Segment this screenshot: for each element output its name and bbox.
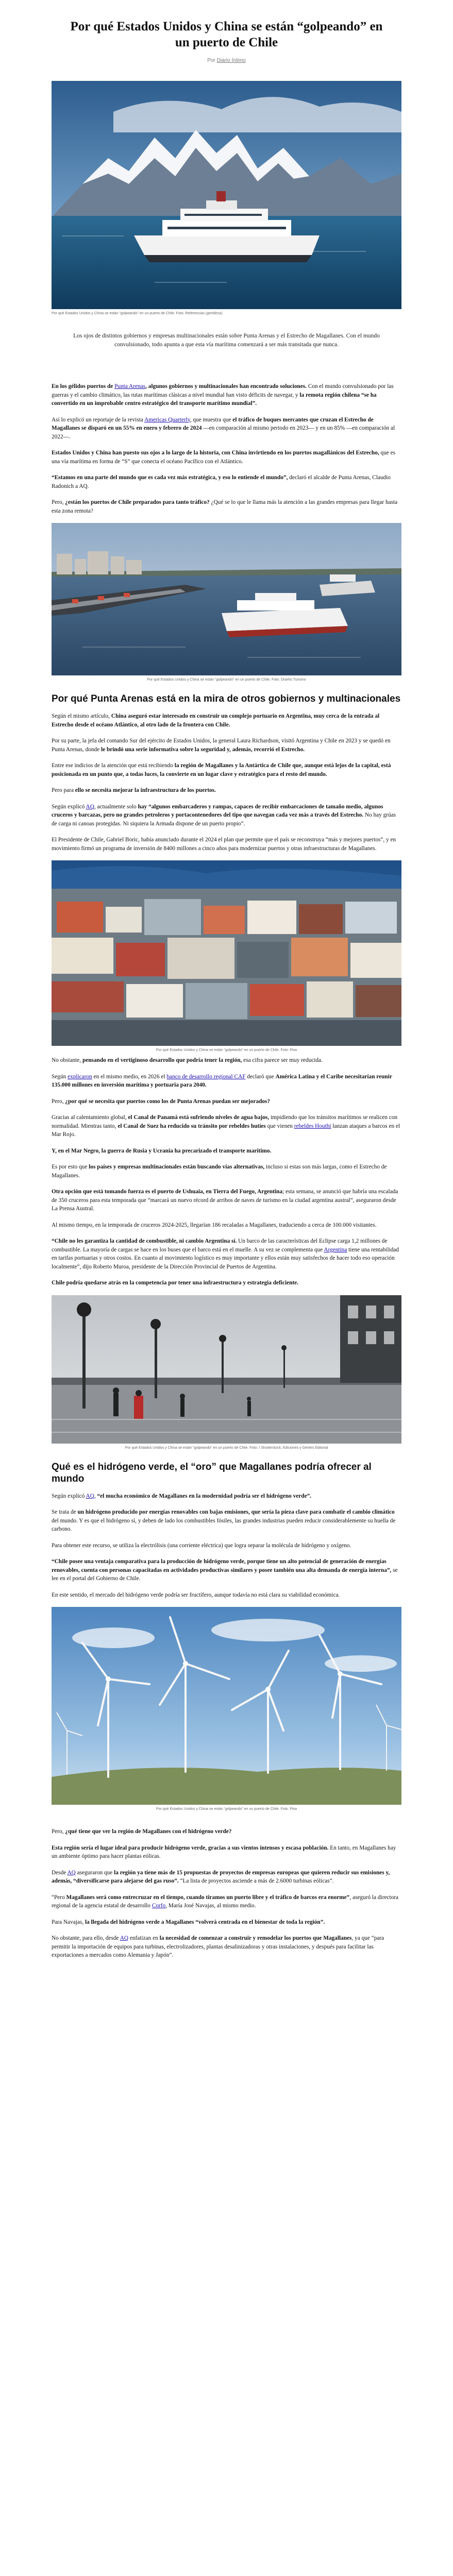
paragraph: Según explicó AQ, actualmente solo hay “algunos embarcaderos y rampas, capaces de recibir embarcaciones de tamaño medio, algunos cruceros y barcazas, pero no grandes petroleros y portacontenedores del tipo que navegan cada vez más a través del Estrecho. No hay grúas de carga ni canoas protegidas. Ni siquiera la Armada dispone de un puerto propio”. (52, 803, 396, 827)
paragraph: Pero, ¿están los puertos de Chile preparados para tanto tráfico? ¿Qué se lo que le llama más la atención a las grandes empresas para llegar hasta esta zona remota? (52, 499, 398, 514)
link-americas-quarterly[interactable]: Americas Quarterly (144, 416, 190, 423)
paragraph: Para obtener este recurso, se utiliza la electrólisis (una corriente eléctrica) que logra separar la molécula de hidrógeno y oxígeno. (52, 1542, 351, 1549)
figure-city (52, 860, 401, 1053)
paragraph: “Estamos en una parte del mundo que es cada vez más estratégica, y eso lo entiende el mundo”, declaró el alcalde de Punta Arenas, Claudio Radonich a AQ. (52, 474, 391, 489)
paragraph: Otra opción que está tomando fuerza es el puerto de Ushuaia, en Tierra del Fuego, Argentina; esta semana, se anunció que habría una escalada de 350 cruceros para esta temporada que “marcará un nuevo récord de arribos de naves de turismo en la ciudad argentina austral”, aseguraron desde La Prensa Austral. (52, 1189, 398, 1212)
figure-cruise-ship (52, 81, 401, 316)
paragraph: Esta región sería el lugar ideal para producir hidrógeno verde, gracias a sus vientos intensos y escasa población. En tanto, en Magallanes hay un ambiente óptimo para hacer plantas eólicas. (52, 1844, 396, 1859)
paragraph: Gracias al calentamiento global, el Canal de Panamá está sufriendo niveles de agua bajos, impidiendo que los tránsitos marítimos se realicen con normalidad. Mientras tanto, el Canal de Suez ha reducido su tránsito por rebeldes hutíes que vienen rebeldes Houthi lanzan ataques a barcos en el Mar Rojo. (52, 1114, 400, 1138)
article-lede: Los ojos de distintos gobiernos y empresas multinacionales están sobre Punta Arenas y el Estrecho de Magallanes. Con el mundo convulsionado, todo apunta a que esta vía marítima comenzará a ser más transitada que nunca. (73, 333, 380, 348)
paragraph: No obstante, pensando en el vertiginoso desarrollo que podría tener la región, esa cifra parece ser muy reducida. (52, 1057, 323, 1063)
paragraph: Desde AQ aseguraron que la región ya tiene más de 15 propuestas de proyectos de empresas europeas que quieren reducir sus emisiones y, además, “diversificarse para alejarse del gas ruso”. “La lista de proyectos asciende a más de 2.6000 turbinas eólicas”. (52, 1869, 390, 1884)
section-heading: Por qué Punta Arenas está en la mira de otros gobiernos y multinacionales (52, 693, 401, 704)
photo-punta-arenas-city (52, 860, 401, 1046)
link-caf[interactable]: banco de desarrollo regional CAF (166, 1073, 246, 1080)
paragraph: Estados Unidos y China han puesto sus ojos a lo largo de la historia, con China invirtiendo en los puertos magallánicos del Estrecho, que es una vía marítima en forma de “S” que conecta el océano Pacífico con el Atlántico. (52, 450, 396, 465)
paragraph: El Presidente de Chile, Gabriel Boric, había anunciado durante el 2024 el plan que permite que el país se reconstruya “más y mejores puertos”, y en movimiento firmó un programa de inversión de 8400 millones a cinco años para modernizar puertos y otras infraestructuras de Magallanes. (52, 837, 396, 852)
paragraph: Y, en el Mar Negro, la guerra de Rusia y Ucrania ha precarizado el transporte marítimo. (52, 1147, 272, 1154)
figure-harbour (52, 523, 401, 683)
paragraph: “Pero Magallanes será como entrecruzar en el tiempo, cuando tiramos un puerto libre y el tráfico de barcos era enorme”, aseguró la directora regional de la agencia estatal de desarrollo Corfo, María José Navajas, al mismo medio. (52, 1894, 399, 1909)
paragraph: Entre ese indicios de la atención que está recibiendo la región de Magallanes y la Antártica de Chile que, aunque está lejos de la capital, está posicionada en un punto que, a todas luces, la convierte en un lugar clave y estratégico para el resto del mundo. (52, 762, 391, 777)
byline-author[interactable]: Diario Íntimo (216, 58, 246, 63)
paragraph: “Chile no les garantiza la cantidad de combustible, ni cambio Argentina sí. Un barco de las características del Eclipse carga 1,2 millones de combustible. La mayoría de cargas se hace en los buses que el barco está en el muelle. A su vez se complementa que Argentina tiene una rentabilidad en tarifas portuarias y otros costos. En cuanto al movimiento logístico es muy importante y ellos están muy satisfechos de hacer todo eso operación localmente”, dijo Roberto Muroa, presidente de la Dirección Provincial de Puertos de Argentina. (52, 1238, 399, 1270)
paragraph: En los gélidos puertos de Punta Arenas, algunos gobiernos y multinacionales han encontrado soluciones. Con el mundo convulsionado por las guerras y el cambio climático, las rutas marítimas clásicas a nivel mundial han visto déficits de navegar, y la remota región chilena “se ha convertido en un improbable centro estratégico del transporte marítimo mundial”. (52, 383, 394, 406)
paragraph: Según explicaron en el mismo medio, en 2026 el banco de desarrollo regional CAF declaró que América Latina y el Caribe necesitarían reunir 135.000 millones en inversión marítima y portuaria para 2040. (52, 1073, 392, 1088)
link-argentina[interactable]: Argentina (324, 1246, 347, 1253)
link-aq[interactable]: AQ (86, 803, 94, 810)
paragraph: Para Navajas, la llegada del hidrógeno verde a Magallanes “volverá centrada en el bienestar de toda la región”. (52, 1919, 325, 1925)
figure-caption: Por qué Estados Unidos y China se están “golpeando” en un puerto de Chile. Foto: Pixa (156, 1048, 297, 1052)
link-explicaron[interactable]: explicaron (68, 1073, 92, 1080)
photo-wind-turbines (52, 1607, 401, 1805)
link-corfo[interactable]: Corfo (152, 1903, 166, 1909)
paragraph: Por su parte, la jefa del comando Sur del ejército de Estados Unidos, la general Laura Richardson, visitó Argentina y Chile en 2023 y se quedó en Punta Arenas, donde le brindó una serie informativa sobre la seguridad y, además, recorrió el Estrecho. (52, 738, 391, 753)
paragraph: Al mismo tiempo, en la temporada de cruceros 2024-2025, llegarían 186 recaladas a Magallanes, traduciendo a cerca de 100.000 visitantes. (52, 1222, 377, 1228)
paragraph: Se trata de un hidrógeno producido por energías renovables con bajas emisiones, que sería la pieza clave para combatir el cambio climático del mundo. Y es que el hidrógeno sí, y deben de lado los combustibles fósiles, las grandes industrias pueden reducir considerablemente su huella de carbono. (52, 1509, 396, 1532)
link-houthi[interactable]: rebeldes Houthi (294, 1123, 331, 1129)
figure-caption: Por qué Estados Unidos y China se están “golpeando” en un puerto de Chile. Foto: Diseño Turismo (147, 678, 306, 682)
figure-street (52, 1295, 401, 1451)
article-byline (52, 58, 401, 63)
figure-wind-turbines (52, 1607, 401, 1812)
paragraph: Según el mismo artículo, China aseguró estar interesado en construir un complejo portuario en Argentina, muy cerca de la entrada al Estrecho desde el océano Atlántico, al otro lado de la frontera con Chile. (52, 713, 380, 728)
paragraph: En este sentido, el mercado del hidrógeno verde podría ser fructífero, aunque todavía no está clara su viabilidad económica. (52, 1591, 340, 1598)
photo-cruise-ship-mountains (52, 81, 401, 309)
paragraph: Así lo explicó un reportaje de la revista Americas Quarterly, que muestra que el tráfico de buques mercantes que cruzan el Estrecho de Magallanes se disparó en un 55% en enero y febrero de 2024 —en comparación al mismo periodo en 2023— y en un 85% —en comparación al 2022—. (52, 416, 395, 440)
figure-caption: Por qué Estados Unidos y China se están “golpeando” en un puerto de Chile. Foto: Pixa (156, 1807, 297, 1811)
link-punta-arenas[interactable]: Punta Arenas (114, 383, 146, 389)
paragraph: Pero para ello se necesita mejorar la infraestructura de los puertos. (52, 787, 216, 793)
paragraph: Según explicó AQ, “el mucha económico de Magallanes en la modernidad podría ser el hidrógeno verde”. (52, 1493, 312, 1499)
paragraph: Pero, ¿por qué se necesita que puertos como los de Punta Arenas puedan ser mejorados? (52, 1098, 270, 1105)
link-aq[interactable]: AQ (67, 1869, 76, 1876)
photo-punta-arenas-harbour (52, 523, 401, 675)
paragraph: “Chile posee una ventaja comparativa para la producción de hidrógeno verde, porque tiene un alto potencial de generación de energías renovables, cuenta con personas capacitadas en actividades productivas similares y posee también una alta demanda de energía interna”, se lee en el portal del Gobierno de Chile. (52, 1558, 398, 1582)
section-heading: Qué es el hidrógeno verde, el “oro” que Magallanes podría ofrecer al mundo (52, 1461, 372, 1484)
byline-prefix: Por (207, 58, 217, 63)
link-aq[interactable]: AQ (86, 1493, 94, 1499)
figure-caption: Por qué Estados Unidos y China se están “golpeando” en un puerto de Chile. Foto: Referencias (gentileza) (52, 312, 223, 315)
article-title: Por qué Estados Unidos y China se están “golpeando” en un puerto de Chile (70, 20, 383, 49)
link-aq[interactable]: AQ (120, 1935, 129, 1941)
photo-street-lamps (52, 1295, 401, 1444)
paragraph: Es por esto que los países y empresas multinacionales están buscando vías alternativas, incluso si estas son más largas, como el Estrecho de Magallanes. (52, 1164, 387, 1179)
figure-caption: Por qué Estados Unidos y China se están “golpeando” en un puerto de Chile. Foto: / Shutterstock, Ediciones y Gentes Editorial (125, 1446, 328, 1450)
paragraph: Pero, ¿qué tiene que ver la región de Magallanes con el hidrógeno verde? (52, 1828, 232, 1835)
paragraph: No obstante, para ello, desde AQ enfatizan en la necesidad de comenzar a construir y remodelar los puertos que Magallanes, ya que “para permitir la importación de equipos para turbinas, electrolizadores, plantas desalinizadoras y otras instalaciones, y después para facilitar las exportaciones a mercados como Alemania y Japón”. (52, 1935, 384, 1958)
paragraph: Chile podría quedarse atrás en la competencia por tener una infraestructura y estrategia deficiente. (52, 1280, 298, 1286)
